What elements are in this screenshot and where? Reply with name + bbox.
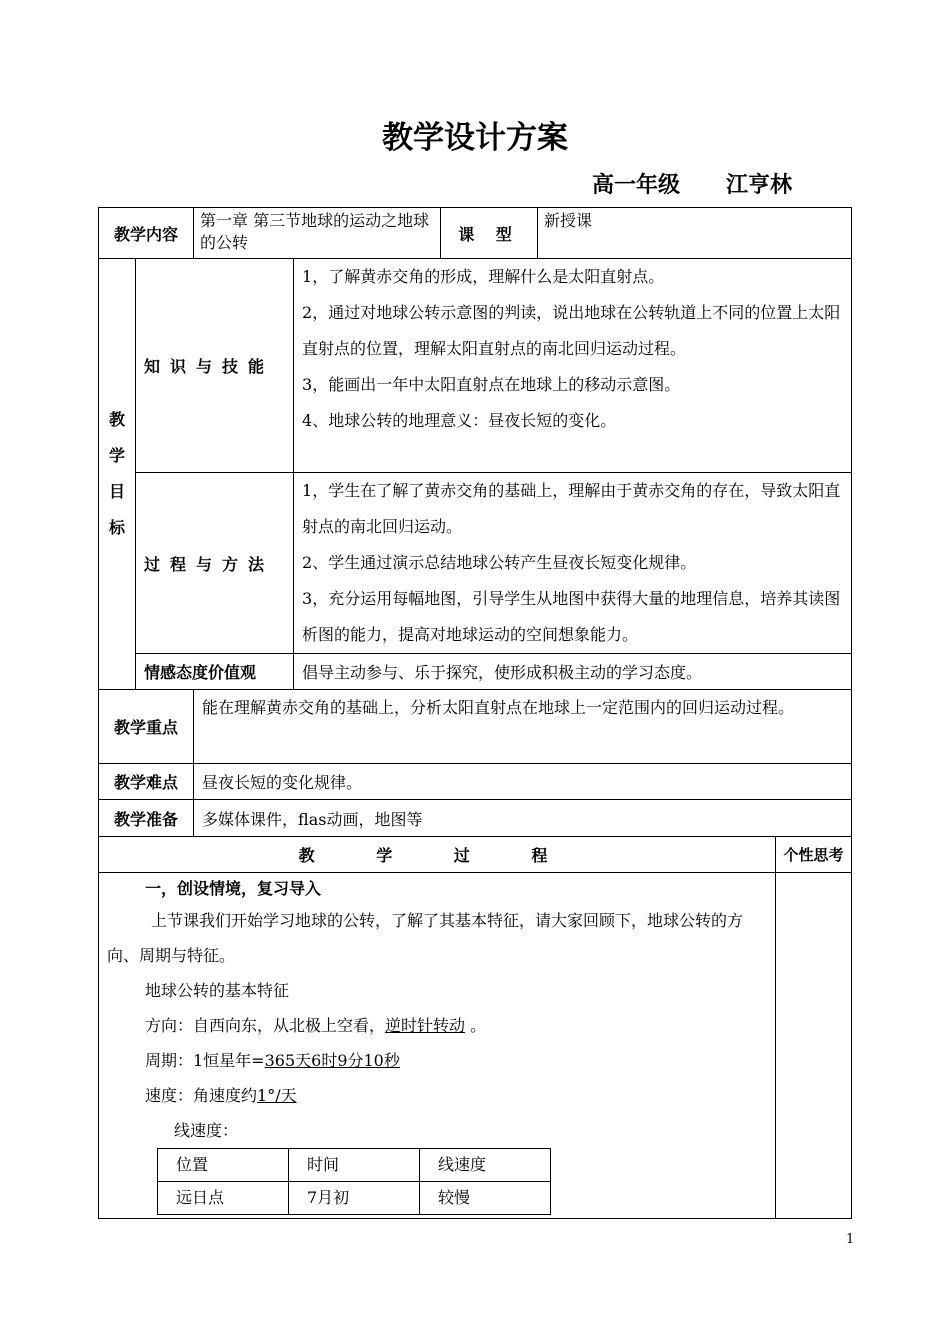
knowledge-item: 3，能画出一年中太阳直射点在地球上的移动示意图。 bbox=[302, 375, 681, 394]
lesson-plan-table bbox=[98, 207, 852, 1219]
preparation-row bbox=[99, 800, 852, 837]
knowledge-item: 2，通过对地球公转示意图的判读，说出地球在公转轨道上不同的位置上太阳直射点的位置，理解太阳直射点的南北回归运动过程。 bbox=[302, 303, 841, 358]
speed-table-cell: 线速度 bbox=[420, 1149, 551, 1182]
key-point-label: 教学重点 bbox=[99, 690, 194, 764]
process-items bbox=[294, 473, 852, 654]
intro-text: 上节课我们开始学习地球的公转，了解了其基本特征，请大家回顾下，地球公转的方向、周期与特征。 bbox=[107, 911, 744, 965]
type-value: 新授课 bbox=[538, 208, 852, 259]
difficulty-row bbox=[99, 764, 852, 800]
linear-speed-label: 线速度： bbox=[174, 1121, 239, 1140]
goals-process-row bbox=[99, 473, 852, 654]
process-content bbox=[99, 873, 776, 1219]
knowledge-items bbox=[294, 259, 852, 473]
content-label: 教学内容 bbox=[99, 208, 194, 259]
personal-thoughts-cell bbox=[776, 873, 852, 1219]
key-point-row bbox=[99, 690, 852, 764]
knowledge-item: 1，了解黄赤交角的形成，理解什么是太阳直射点。 bbox=[302, 267, 665, 286]
knowledge-item: 4、地球公转的地理意义：昼夜长短的变化。 bbox=[302, 411, 617, 430]
content-row bbox=[99, 208, 852, 259]
preparation-label: 教学准备 bbox=[99, 800, 194, 837]
speed-table-cell: 7月初 bbox=[289, 1182, 420, 1215]
speed-line: 速度：角速度约1°/天 bbox=[145, 1086, 297, 1105]
speed-table-cell: 时间 bbox=[289, 1149, 420, 1182]
preparation-text: 多媒体课件，flas动画，地图等 bbox=[194, 800, 852, 837]
content-value: 第一章 第三节地球的运动之地球的公转 bbox=[194, 208, 441, 259]
knowledge-label: 知识与技能 bbox=[136, 259, 294, 473]
goals-label: 教 学 目 标 bbox=[99, 259, 136, 690]
page-number: 1 bbox=[846, 1232, 855, 1247]
process-item: 3，充分运用每幅地图，引导学生从地图中获得大量的地理信息，培养其读图析图的能力，提高对地球运动的空间想象能力。 bbox=[302, 589, 841, 644]
goals-attitude-row bbox=[99, 654, 852, 690]
difficulty-label: 教学难点 bbox=[99, 764, 194, 800]
goals-knowledge-row bbox=[99, 259, 852, 473]
attitude-label: 情感态度价值观 bbox=[136, 654, 294, 690]
process-label: 过程与方法 bbox=[136, 473, 294, 654]
direction-line: 方向：自西向东，从北极上空看，逆时针转动 。 bbox=[145, 1016, 487, 1035]
process-item: 2、学生通过演示总结地球公转产生昼夜长短变化规律。 bbox=[302, 553, 697, 572]
speed-table-cell: 位置 bbox=[158, 1149, 289, 1182]
key-point-text: 能在理解黄赤交角的基础上，分析太阳直射点在地球上一定范围内的回归运动过程。 bbox=[194, 690, 852, 764]
speed-table-row bbox=[158, 1182, 551, 1215]
document-title: 教学设计方案 bbox=[382, 120, 568, 156]
difficulty-text: 昼夜长短的变化规律。 bbox=[194, 764, 852, 800]
process-item: 1，学生在了解了黄赤交角的基础上，理解由于黄赤交角的存在，导致太阳直射点的南北回归运动。 bbox=[302, 481, 841, 536]
grade-label: 高一年级 bbox=[592, 173, 681, 198]
period-line: 周期：1恒星年=365天6时9分10秒 bbox=[145, 1051, 400, 1070]
personal-thoughts-header: 个性思考 bbox=[776, 837, 852, 873]
speed-table bbox=[157, 1148, 551, 1215]
process-header: 教 学 过 程 bbox=[99, 837, 776, 873]
process-header-row bbox=[99, 837, 852, 873]
author-line bbox=[592, 168, 792, 199]
process-content-row bbox=[99, 873, 852, 1219]
features-title: 地球公转的基本特征 bbox=[145, 981, 290, 1000]
author-name: 江亨林 bbox=[725, 173, 792, 198]
speed-table-cell: 远日点 bbox=[158, 1182, 289, 1215]
attitude-text: 倡导主动参与、乐于探究，使形成积极主动的学习态度。 bbox=[294, 654, 852, 690]
section1-title: 一，创设情境，复习导入 bbox=[145, 879, 322, 898]
speed-table-cell: 较慢 bbox=[420, 1182, 551, 1215]
speed-table-header bbox=[158, 1149, 551, 1182]
type-label: 课 型 bbox=[441, 208, 538, 259]
